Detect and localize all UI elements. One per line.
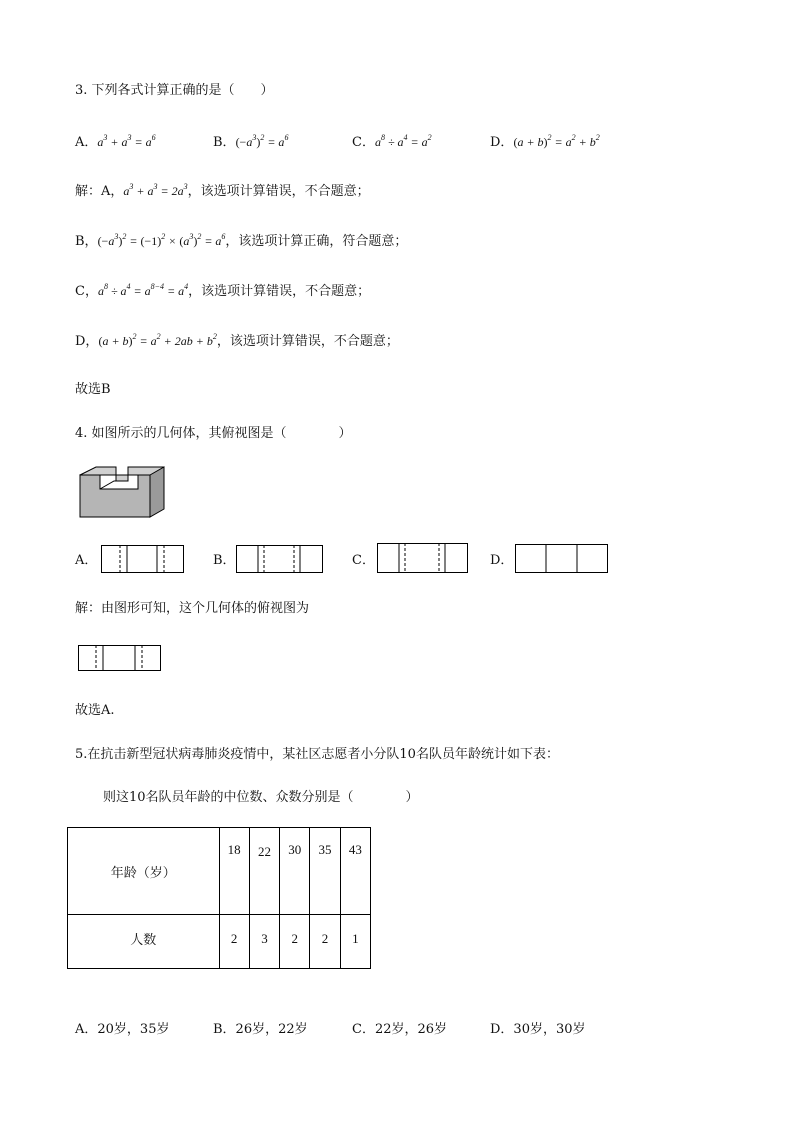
q5-table-header-count: 人数: [68, 915, 220, 969]
q3-option-d: D．$(a + b)^2 = a^2 + b^2$: [490, 133, 600, 150]
q3-solution-c: C，$a^8 \div a^4 = a^{8-4} = a^4$，该选项计算错误，不合题意；: [75, 282, 371, 299]
q5-age-table: [67, 827, 371, 969]
q5-table-cell: 2: [310, 915, 340, 969]
q3-option-a-formula: $a^3 + a^3 = a^6$: [97, 133, 156, 149]
q5-table-cell: 43: [340, 828, 370, 915]
q5-table-row-age: [68, 828, 371, 915]
q5-table-cell: 18: [219, 828, 249, 915]
q5-table-header-age: 年龄（岁）: [68, 828, 220, 915]
q4-stem: 4. 如图所示的几何体，其俯视图是（ ）: [75, 426, 352, 441]
q4-solution: 解：由图形可知，这个几何体的俯视图为: [75, 601, 310, 616]
q5-option-d: D．30岁，30岁: [490, 1022, 586, 1037]
q3-option-d-formula: $(a + b)^2 = a^2 + b^2$: [513, 133, 600, 149]
q5-table-cell: 2: [280, 915, 310, 969]
q3-solution-d: D，$(a + b)^2 = a^2 + 2ab + b^2$，该选项计算错误，不合题意；: [75, 332, 399, 349]
q5-option-b: B．26岁，22岁: [213, 1022, 308, 1037]
q5-table-cell: 22: [249, 828, 279, 915]
q3-solution-b: B，$(-a^3)^2 = (-1)^2 \times (a^3)^2 = a^6$，该选项计算正确，符合题意；: [75, 232, 408, 249]
q3-option-c: C．$a^8 \div a^4 = a^2$: [352, 133, 432, 150]
q3-answer: 故选B: [75, 382, 111, 397]
q5-table-cell: 35: [310, 828, 340, 915]
q4-solid-figure: [78, 465, 170, 521]
q5-option-a: A．20岁，35岁: [75, 1022, 170, 1037]
q3-solution-a: 解：A，$a^3 + a^3 = 2a^3$，该选项计算错误，不合题意；: [75, 182, 370, 199]
q5-table-row-count: [68, 915, 371, 969]
q4-solution-view: [78, 645, 162, 673]
q5-table-cell: 2: [219, 915, 249, 969]
q4-option-b-view: [236, 545, 324, 575]
q4-option-b-label: B．: [213, 553, 236, 568]
q3-option-a: A．$a^3 + a^3 = a^6$: [75, 133, 156, 150]
q5-table-cell: 30: [280, 828, 310, 915]
q5-question: 则这10名队员年龄的中位数、众数分别是（ ）: [103, 790, 419, 805]
q3-option-b-formula: $(-a^3)^2 = a^6$: [235, 133, 289, 149]
q4-option-d-label: D．: [490, 553, 514, 568]
q5-stem: 5.在抗击新型冠状病毒肺炎疫情中，某社区志愿者小分队10名队员年龄统计如下表：: [75, 747, 559, 762]
q4-answer: 故选A.: [75, 703, 115, 718]
q3-stem: 3. 下列各式计算正确的是（ ）: [75, 83, 274, 98]
q4-option-a-view: [101, 545, 185, 575]
q3-option-c-formula: $a^8 \div a^4 = a^2$: [374, 133, 432, 149]
q4-option-d-view: [515, 544, 609, 575]
q4-option-c-view: [377, 543, 469, 575]
q4-option-c-label: C．: [352, 553, 375, 568]
q4-option-a-label: A．: [75, 553, 98, 568]
q5-option-c: C．22岁，26岁: [352, 1022, 448, 1037]
q3-option-b: B．$(-a^3)^2 = a^6$: [213, 133, 289, 150]
q5-table-cell: 3: [249, 915, 279, 969]
q4-solid-side: [150, 467, 164, 517]
q5-table-cell: 1: [340, 915, 370, 969]
